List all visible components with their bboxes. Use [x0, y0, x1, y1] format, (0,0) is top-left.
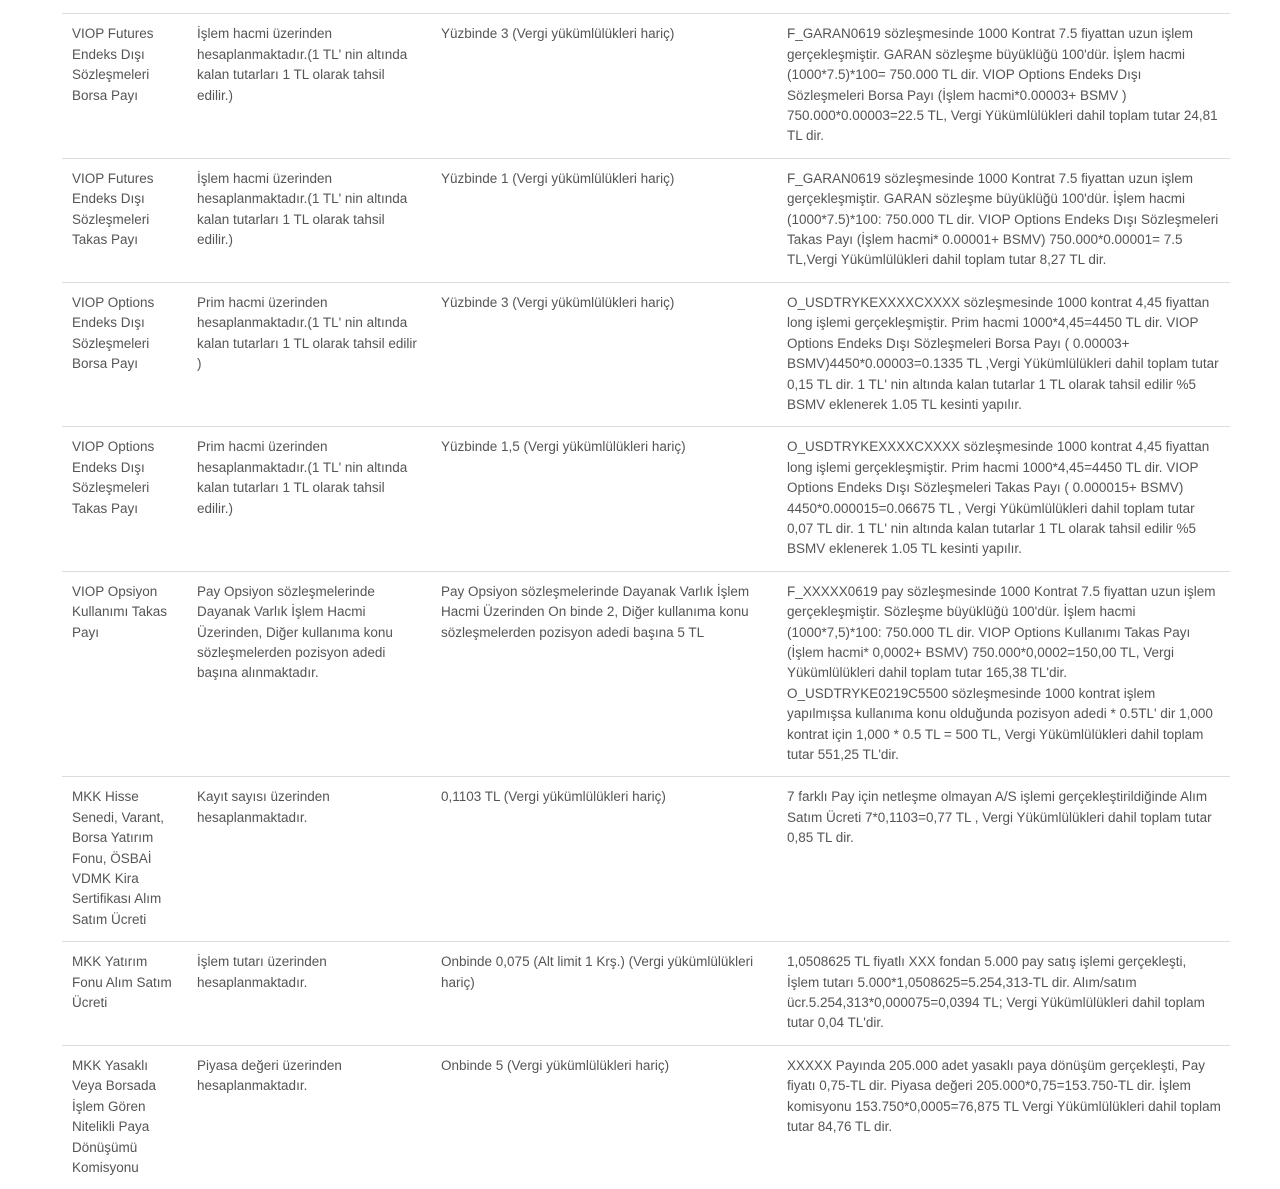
example-cell: XXXXX Payında 205.000 adet yasaklı paya dönüşüm gerçekleşti, Pay fiyatı 0,75-TL dir. Piyasa değeri 205.000*0,75=153.750-TL dir. İşlem komisyonu 153.750*0,0005=76,875 TL Vergi Yükümlülükleri dahil toplam tutar 84,76 TL dir.: [787, 1057, 1221, 1135]
fee-name-cell: VIOP Opsiyon Kullanımı Takas Payı: [62, 571, 187, 777]
table-row: [62, 777, 1230, 942]
example-cell: 7 farklı Pay için netleşme olmayan A/S işlemi gerçekleştirildiğinde Alım Satım Ücreti 7*0,1103=0,77 TL , Vergi Yükümlülükleri dahil toplam tutar 0,85 TL dir.: [777, 777, 1230, 942]
table-row: [62, 282, 1230, 426]
calculation-basis-cell: [187, 0, 431, 14]
rate-cell: 0,1103 TL (Vergi yükümlülükleri hariç): [431, 777, 777, 942]
calculation-basis-cell: Prim hacmi üzerinden hesaplanmaktadır.(1 TL' nin altında kalan tutarları 1 TL olarak tahsil edilir ): [187, 282, 431, 426]
example-cell: F_GARAN0619 sözleşmesinde 1000 Kontrat 7.5 fiyattan uzun işlem gerçekleşmiştir. GARAN sözleşme büyüklüğü 100'dür. İşlem hacmi (1000*7.5)*100= 750.000 TL dir. VIOP Options Endeks Dışı Sözleşmeleri Borsa Payı (İşlem hacmi*0.00003+ BSMV ) 750.000*0.00003=22.5 TL, Vergi Yükümlülükleri dahil toplam tutar 24,81 TL dir.: [777, 14, 1230, 158]
example-cell: O_USDTRYKEXXXXCXXXX sözleşmesinde 1000 kontrat 4,45 fiyattan long işlemi gerçekleşmiştir. Prim hacmi 1000*4,45=4450 TL dir. VIOP Options Endeks Dışı Sözleşmeleri Borsa Payı ( 0.00003+ BSMV)4450*0.00003=0.1335 TL ,Vergi Yükümlülükleri dahil toplam tutar 0,15 TL dir. 1 TL' nin altında kalan tutarlar 1 TL olarak tahsil edilir %5 BSMV eklenerek 1.05 TL kesinti yapılır.: [777, 282, 1230, 426]
commission-table-container: [62, 0, 1230, 1189]
rate-cell: Yüzbinde 1 (Vergi yükümlülükleri hariç): [431, 158, 777, 282]
example-cell: [777, 0, 1230, 14]
rate-cell: Yüzbinde 3 (Vergi yükümlülükleri hariç): [431, 14, 777, 158]
fee-name-cell: [62, 0, 187, 14]
table-row: [62, 158, 1230, 282]
calculation-basis-cell: Piyasa değeri üzerinden hesaplanmaktadır.: [197, 1057, 342, 1094]
fee-name-cell: VIOP Options Endeks Dışı Sözleşmeleri Takas Payı: [62, 427, 187, 571]
rate-cell: [431, 0, 777, 14]
example-cell: [777, 571, 1230, 777]
fee-name-cell: MKK Hisse Senedi, Varant, Borsa Yatırım Fonu, ÖSBAİ VDMK Kira Sertifikası Alım Satım Ücreti: [62, 777, 187, 942]
example-cell: O_USDTRYKEXXXXCXXXX sözleşmesinde 1000 kontrat 4,45 fiyattan long işlemi gerçekleşmiştir. Prim hacmi 1000*4,45=4450 TL dir. VIOP Options Endeks Dışı Sözleşmeleri Takas Payı ( 0.000015+ BSMV) 4450*0.000015=0.06675 TL , Vergi Yükümlülükleri dahil toplam tutar 0,07 TL dir. 1 TL' nin altında kalan tutarlar 1 TL olarak tahsil edilir %5 BSMV eklenerek 1.05 TL kesinti yapılır.: [777, 427, 1230, 571]
rate-cell: Yüzbinde 3 (Vergi yükümlülükleri hariç): [431, 282, 777, 426]
calculation-basis-cell: İşlem hacmi üzerinden hesaplanmaktadır.(1 TL' nin altında kalan tutarları 1 TL olarak tahsil edilir.): [187, 14, 431, 158]
rate-cell: Pay Opsiyon sözleşmelerinde Dayanak Varlık İşlem Hacmi Üzerinden On binde 2, Diğer kullanıma konu sözleşmelerden pozisyon adedi başına 5 TL: [431, 571, 777, 777]
fee-name-cell: MKK Yatırım Fonu Alım Satım Ücreti: [62, 942, 187, 1046]
example-text: F_XXXXX0619 pay sözleşmesinde 1000 Kontrat 7.5 fiyattan uzun işlem gerçekleşmiştir. Sözleşme büyüklüğü 100'dür. İşlem hacmi (1000*7,5)*100: 750.000 TL dir. VIOP Options Kullanımı Takas Payı (İşlem hacmi* 0,0002+ BSMV) 750.000*0,0002=150,00 TL, Vergi Yükümlülükleri dahil toplam tutar 165,38 TL'dir.: [787, 583, 1216, 681]
fee-name-cell: VIOP Options Endeks Dışı Sözleşmeleri Borsa Payı: [62, 282, 187, 426]
fee-name-cell: VIOP Futures Endeks Dışı Sözleşmeleri Borsa Payı: [62, 14, 187, 158]
calculation-basis-cell: İşlem hacmi üzerinden hesaplanmaktadır.(1 TL' nin altında kalan tutarları 1 TL olarak tahsil edilir.): [187, 158, 431, 282]
table-row: [62, 427, 1230, 571]
table-row: [62, 1045, 1230, 1189]
table-row: [62, 571, 1230, 777]
fee-name-cell: MKK Yasaklı Veya Borsada İşlem Gören Nitelikli Paya Dönüşümü Komisyonu: [72, 1057, 157, 1175]
rate-cell: Onbinde 5 (Vergi yükümlülükleri hariç): [441, 1057, 670, 1073]
rate-cell: Yüzbinde 1,5 (Vergi yükümlülükleri hariç): [431, 427, 777, 571]
rate-cell: Onbinde 0,075 (Alt limit 1 Krş.) (Vergi yükümlülükleri hariç): [431, 942, 777, 1046]
calculation-basis-cell: Pay Opsiyon sözleşmelerinde Dayanak Varlık İşlem Hacmi Üzerinden, Diğer kullanıma konu sözleşmelerden pozisyon adedi başına alınmaktadır.: [187, 571, 431, 777]
fee-name-cell: VIOP Futures Endeks Dışı Sözleşmeleri Takas Payı: [62, 158, 187, 282]
example-text-secondary: O_USDTRYKE0219C5500 sözleşmesinde 1000 kontrat işlem yapılmışsa kullanıma konu olduğunda pozisyon adedi * 0.5TL' dir 1,000 kontrat için 1,000 * 0.5 TL = 500 TL, Vergi Yükümlülükleri dahil toplam tutar 551,25 TL'dir.: [787, 685, 1213, 762]
commission-table: [62, 0, 1230, 1189]
table-row: [62, 14, 1230, 158]
example-cell: 1,0508625 TL fiyatlı XXX fondan 5.000 pay satış işlemi gerçekleşti, İşlem tutarı 5.000*1,0508625=5.254,313-TL dir. Alım/satım ücr.5.254,313*0,000075=0,0394 TL; Vergi Yükümlülükleri dahil toplam tutar 0,04 TL'dir.: [777, 942, 1230, 1046]
table-row: [62, 0, 1230, 14]
calculation-basis-cell: Kayıt sayısı üzerinden hesaplanmaktadır.: [187, 777, 431, 942]
calculation-basis-cell: Prim hacmi üzerinden hesaplanmaktadır.(1 TL' nin altında kalan tutarları 1 TL olarak tahsil edilir.): [187, 427, 431, 571]
calculation-basis-cell: İşlem tutarı üzerinden hesaplanmaktadır.: [187, 942, 431, 1046]
table-row: [62, 942, 1230, 1046]
example-cell: F_GARAN0619 sözleşmesinde 1000 Kontrat 7.5 fiyattan uzun işlem gerçekleşmiştir. GARAN sözleşme büyüklüğü 100'dür. İşlem hacmi (1000*7.5)*100: 750.000 TL dir. VIOP Options Endeks Dışı Sözleşmeleri Takas Payı (İşlem hacmi* 0.00001+ BSMV) 750.000*0.00001= 7.5 TL,Vergi Yükümlülükleri dahil toplam tutar 8,27 TL dir.: [777, 158, 1230, 282]
